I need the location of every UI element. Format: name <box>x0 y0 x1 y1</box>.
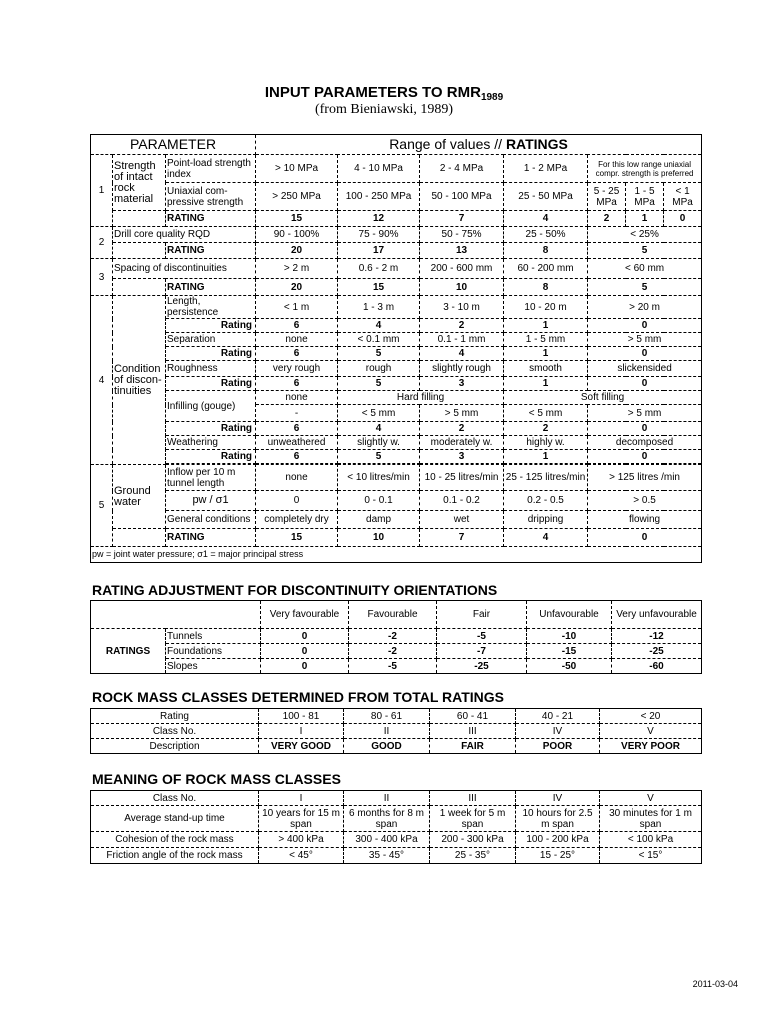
cell: > 400 kPa <box>259 832 344 848</box>
cell: I <box>259 791 344 806</box>
footnote: pw = joint water pressure; σ1 = major principal stress <box>91 547 702 563</box>
cell: -10 <box>527 629 612 644</box>
cell: wet <box>420 511 504 529</box>
rating-cell: 6 <box>256 347 338 361</box>
param-number: 4 <box>91 296 113 465</box>
cell: 0 <box>261 629 349 644</box>
row-label: General conditions <box>166 511 256 529</box>
cell: 0.1 - 1 mm <box>420 333 504 347</box>
footer-date: 2011-03-04 <box>692 979 738 989</box>
rating-cell: 1 <box>626 211 664 227</box>
cell: 0 <box>256 491 338 511</box>
rating-label: Rating <box>166 422 256 436</box>
rating-cell: 2 <box>420 319 504 333</box>
cell: < 1 m <box>256 296 338 319</box>
rating-cell: 8 <box>504 243 588 259</box>
cell: -15 <box>527 644 612 659</box>
cell: 0.6 - 2 m <box>338 259 420 279</box>
cell: completely dry <box>256 511 338 529</box>
rating-cell: 5 <box>338 347 420 361</box>
row-label: Slopes <box>166 659 261 674</box>
cell: decomposed <box>588 436 702 450</box>
col-header: Fair <box>437 601 527 629</box>
cell: 100 - 250 MPa <box>338 183 420 211</box>
cell: > 10 MPa <box>256 155 338 183</box>
row-label: Average stand-up time <box>91 806 259 832</box>
cell: 100 - 81 <box>259 709 344 724</box>
section-heading: ROCK MASS CLASSES DETERMINED FROM TOTAL RATINGS <box>92 689 504 705</box>
rating-label: RATING <box>166 243 256 259</box>
cell: > 0.5 <box>588 491 702 511</box>
cell: > 2 m <box>256 259 338 279</box>
rating-label: Rating <box>166 319 256 333</box>
cell: < 60 mm <box>588 259 702 279</box>
cell: POOR <box>516 739 600 754</box>
rating-cell: 2 <box>504 422 588 436</box>
rating-cell: 0 <box>588 347 702 361</box>
param-number: 5 <box>91 465 113 547</box>
cell: slickensided <box>588 361 702 377</box>
rating-cell: 4 <box>338 422 420 436</box>
rating-label: RATING <box>166 529 256 547</box>
rating-cell: 5 <box>588 279 702 296</box>
group-label-hard-filling: Hard filling <box>338 391 504 405</box>
cell: -25 <box>437 659 527 674</box>
row-label: Description <box>91 739 259 754</box>
cell: -2 <box>349 644 437 659</box>
rating-cell: 0 <box>588 319 702 333</box>
rating-cell: 4 <box>338 319 420 333</box>
param-name: Condition of discon- tinuities <box>113 296 166 465</box>
rock-mass-classes-table <box>90 708 702 754</box>
cell: II <box>344 791 430 806</box>
cell: III <box>430 724 516 739</box>
cell: 80 - 61 <box>344 709 430 724</box>
cell: V <box>600 724 702 739</box>
cell: damp <box>338 511 420 529</box>
cell: - <box>256 405 338 422</box>
cell: > 5 mm <box>588 405 702 422</box>
rating-cell: 0 <box>588 377 702 391</box>
row-label: Drill core quality RQD <box>113 227 256 243</box>
cell: 5 - 25 MPa <box>588 183 626 211</box>
rating-cell: 17 <box>338 243 420 259</box>
cell: -5 <box>349 659 437 674</box>
row-label: Length, persistence <box>166 296 256 319</box>
cell: 60 - 200 mm <box>504 259 588 279</box>
param-name: Strength of intact rock material <box>113 155 166 211</box>
cell: 10 - 20 m <box>504 296 588 319</box>
cell: 60 - 41 <box>430 709 516 724</box>
row-label: Inflow per 10 m tunnel length <box>166 465 256 491</box>
param-name: Ground water <box>113 465 166 529</box>
row-label: Cohesion of the rock mass <box>91 832 259 848</box>
col-header: Favourable <box>349 601 437 629</box>
rating-cell: 13 <box>420 243 504 259</box>
param-number: 2 <box>91 227 113 259</box>
cell: > 5 mm <box>588 333 702 347</box>
rating-cell: 4 <box>420 347 504 361</box>
cell: 35 - 45° <box>344 848 430 864</box>
rating-cell: 1 <box>504 450 588 464</box>
rating-label: Rating <box>166 377 256 391</box>
row-label: Foundations <box>166 644 261 659</box>
cell: 10 - 25 litres/min <box>420 465 504 491</box>
cell: -25 <box>612 644 702 659</box>
rating-cell: 4 <box>504 211 588 227</box>
cell: 25 - 50 MPa <box>504 183 588 211</box>
rock-mass-meaning-table <box>90 790 702 864</box>
cell: 0 <box>261 644 349 659</box>
cell: II <box>344 724 430 739</box>
section-heading: RATING ADJUSTMENT FOR DISCONTINUITY ORIENTATIONS <box>92 582 498 598</box>
rating-cell: 12 <box>338 211 420 227</box>
cell: > 250 MPa <box>256 183 338 211</box>
rating-cell: 5 <box>338 450 420 464</box>
row-label: Uniaxial com- pressive strength <box>166 183 256 211</box>
cell: none <box>256 333 338 347</box>
page-title: INPUT PARAMETERS TO $RMR_{1989}$ <box>264 84 504 103</box>
cell: IV <box>516 791 600 806</box>
col-header: Very unfavourable <box>612 601 702 629</box>
rating-label: Rating <box>166 347 256 361</box>
rating-cell: 15 <box>256 211 338 227</box>
cell: 50 - 100 MPa <box>420 183 504 211</box>
cell: < 45° <box>259 848 344 864</box>
cell: 40 - 21 <box>516 709 600 724</box>
cell: < 5 mm <box>338 405 420 422</box>
rating-cell: 3 <box>420 377 504 391</box>
cell: < 15° <box>600 848 702 864</box>
cell: dripping <box>504 511 588 529</box>
cell: GOOD <box>344 739 430 754</box>
cell: < 1 MPa <box>664 183 702 211</box>
range-header: Range of values // RATINGS <box>256 135 702 155</box>
rating-cell: 6 <box>256 319 338 333</box>
row-label: Class No. <box>91 791 259 806</box>
cell: 15 - 25° <box>516 848 600 864</box>
rating-cell: 6 <box>256 377 338 391</box>
rating-cell: 6 <box>256 422 338 436</box>
cell: > 125 litres /min <box>588 465 702 491</box>
cell: > 5 mm <box>420 405 504 422</box>
cell: 10 years for 15 m span <box>259 806 344 832</box>
rating-cell: 10 <box>420 279 504 296</box>
rating-cell: 15 <box>338 279 420 296</box>
row-label: Separation <box>166 333 256 347</box>
rating-cell: 15 <box>256 529 338 547</box>
cell: 0 <box>261 659 349 674</box>
cell: 1 - 2 MPa <box>504 155 588 183</box>
cell: -12 <box>612 629 702 644</box>
param-number: 3 <box>91 259 113 296</box>
rating-cell: 10 <box>338 529 420 547</box>
cell: none <box>256 465 338 491</box>
rating-label: RATING <box>166 211 256 227</box>
cell: IV <box>516 724 600 739</box>
cell: smooth <box>504 361 588 377</box>
parameter-header: PARAMETER <box>91 135 256 155</box>
cell: -2 <box>349 629 437 644</box>
rating-cell: 5 <box>588 243 702 259</box>
rating-cell: 0 <box>588 450 702 464</box>
cell: -60 <box>612 659 702 674</box>
cell: 100 - 200 kPa <box>516 832 600 848</box>
cell: very rough <box>256 361 338 377</box>
cell: unweathered <box>256 436 338 450</box>
cell: -50 <box>527 659 612 674</box>
rating-cell: 1 <box>504 377 588 391</box>
cell: 30 minutes for 1 m span <box>600 806 702 832</box>
rating-cell: 20 <box>256 279 338 296</box>
rating-cell: 8 <box>504 279 588 296</box>
col-header: Unfavourable <box>527 601 612 629</box>
cell: < 0.1 mm <box>338 333 420 347</box>
cell: < 100 kPa <box>600 832 702 848</box>
cell: 25 - 35° <box>430 848 516 864</box>
rating-label: RATING <box>166 279 256 296</box>
cell: 25 - 125 litres/min <box>504 465 588 491</box>
row-label: Spacing of discontinuities <box>113 259 256 279</box>
row-label: Tunnels <box>166 629 261 644</box>
rating-cell: 7 <box>420 529 504 547</box>
cell: none <box>256 391 338 405</box>
section-heading: MEANING OF ROCK MASS CLASSES <box>92 771 341 787</box>
cell: rough <box>338 361 420 377</box>
cell: III <box>430 791 516 806</box>
page-subtitle: (from Bieniawski, 1989) <box>314 102 454 117</box>
cell: FAIR <box>430 739 516 754</box>
cell: 2 - 4 MPa <box>420 155 504 183</box>
rating-cell: 2 <box>588 211 626 227</box>
cell: flowing <box>588 511 702 529</box>
cell: 0.1 - 0.2 <box>420 491 504 511</box>
cell: < 20 <box>600 709 702 724</box>
cell: 50 - 75% <box>420 227 504 243</box>
row-group-label: RATINGS <box>91 629 166 674</box>
row-label: Friction angle of the rock mass <box>91 848 259 864</box>
rating-cell: 4 <box>504 529 588 547</box>
cell: 200 - 300 kPa <box>430 832 516 848</box>
row-label: Infilling (gouge) <box>166 391 256 422</box>
cell: < 5 mm <box>504 405 588 422</box>
rating-cell: 0 <box>588 529 702 547</box>
row-label: Roughness <box>166 361 256 377</box>
rating-cell: 5 <box>338 377 420 391</box>
cell: 1 week for 5 m span <box>430 806 516 832</box>
cell: 200 - 600 mm <box>420 259 504 279</box>
rating-label: Rating <box>166 450 256 464</box>
rating-cell: 7 <box>420 211 504 227</box>
cell: 300 - 400 kPa <box>344 832 430 848</box>
param-number: 1 <box>91 155 113 227</box>
cell: VERY POOR <box>600 739 702 754</box>
cell: 0 - 0.1 <box>338 491 420 511</box>
cell: 90 - 100% <box>256 227 338 243</box>
rating-cell: 1 <box>504 347 588 361</box>
row-label: Point-load strength index <box>166 155 256 183</box>
cell: VERY GOOD <box>259 739 344 754</box>
cell: < 25% <box>588 227 702 243</box>
row-label: Class No. <box>91 724 259 739</box>
row-label: pw / σ1 <box>166 491 256 511</box>
cell: < 10 litres/min <box>338 465 420 491</box>
rating-cell: 0 <box>588 422 702 436</box>
note-cell: For this low range uniaxial compr. strength is preferred <box>588 155 702 183</box>
row-label: Weathering <box>166 436 256 450</box>
rating-cell: 6 <box>256 450 338 464</box>
cell: V <box>600 791 702 806</box>
cell: 25 - 50% <box>504 227 588 243</box>
rating-cell: 1 <box>504 319 588 333</box>
cell: I <box>259 724 344 739</box>
cell: 75 - 90% <box>338 227 420 243</box>
rating-cell: 2 <box>420 422 504 436</box>
cell: 1 - 5 mm <box>504 333 588 347</box>
input-parameters-table <box>90 134 702 563</box>
cell: -7 <box>437 644 527 659</box>
cell: 4 - 10 MPa <box>338 155 420 183</box>
cell: -5 <box>437 629 527 644</box>
row-label: Rating <box>91 709 259 724</box>
cell: 1 - 5 MPa <box>626 183 664 211</box>
cell: slightly w. <box>338 436 420 450</box>
rating-cell: 3 <box>420 450 504 464</box>
cell: 10 hours for 2.5 m span <box>516 806 600 832</box>
orientation-adjustment-table <box>90 600 702 674</box>
cell: highly w. <box>504 436 588 450</box>
cell: 0.2 - 0.5 <box>504 491 588 511</box>
cell: moderately w. <box>420 436 504 450</box>
cell: 1 - 3 m <box>338 296 420 319</box>
cell: 3 - 10 m <box>420 296 504 319</box>
rating-cell: 20 <box>256 243 338 259</box>
cell: > 20 m <box>588 296 702 319</box>
cell: slightly rough <box>420 361 504 377</box>
col-header: Very favourable <box>261 601 349 629</box>
cell: 6 months for 8 m span <box>344 806 430 832</box>
group-label-soft-filling: Soft filling <box>504 391 702 405</box>
rating-cell: 0 <box>664 211 702 227</box>
